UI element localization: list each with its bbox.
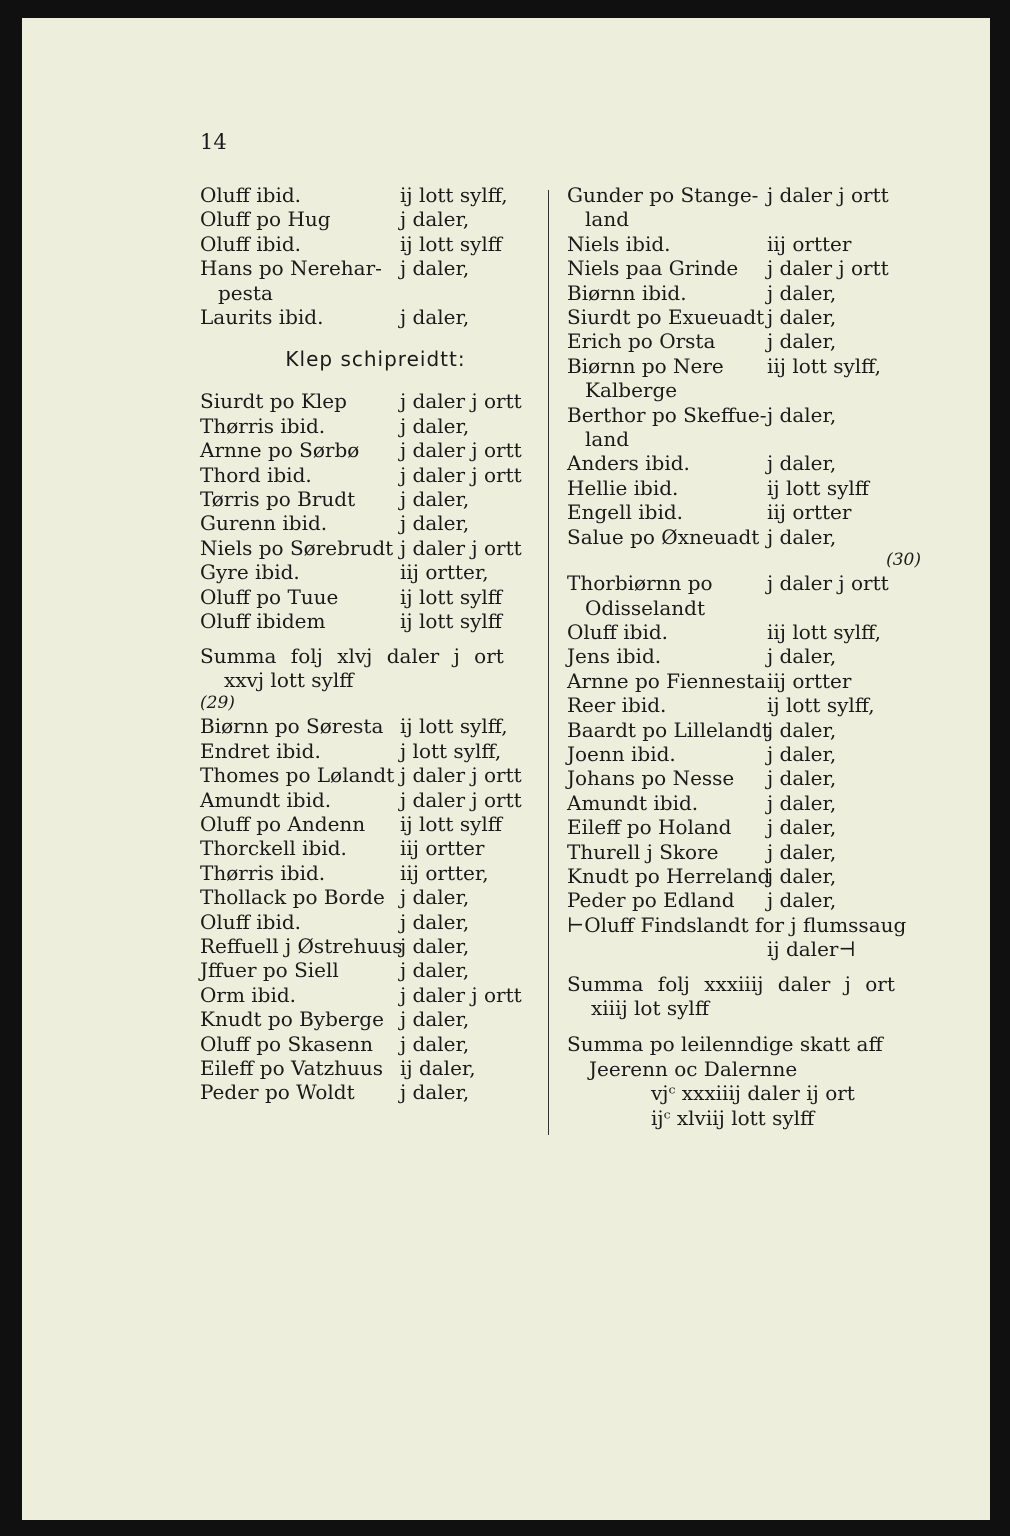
entry-name: Oluff ibid. [567,619,668,644]
entry-amount: ij lott sylff, [767,693,875,718]
ledger-entry [200,305,545,329]
entry-amount: ij lott sylff, [400,714,508,739]
ledger-entry [567,183,927,207]
entry-name: Niels ibid. [567,231,671,256]
entry-amount: j daler j ortt [400,763,522,788]
ledger-entry [200,609,545,633]
entry-amount: iij ortter [400,836,485,861]
entry-amount: ij lott sylff [400,811,502,836]
left-summa [200,644,545,693]
right-summa [567,972,927,1021]
ledger-entry [200,934,545,958]
entry-name: Thorbiørnn po [567,571,713,596]
entry-amount: j daler j ortt [400,389,522,414]
entry-name-continuation: pesta [218,280,273,305]
ledger-entry [200,714,545,738]
entry-name: Berthor po Skeffue- [567,402,767,427]
ledger-entry [200,585,545,609]
ledger-entry [567,329,927,353]
entry-amount: j lott sylff, [400,738,502,763]
entry-amount: j daler, [400,305,470,330]
ledger-entry [200,958,545,982]
ledger-entry [567,644,927,668]
entry-name: Thørris ibid. [200,413,326,438]
ledger-entry [200,1007,545,1031]
entry-amount: j daler, [767,524,837,549]
ledger-entry [567,791,927,815]
entry-name: Jens ibid. [567,644,662,669]
entry-amount: j daler, [400,885,470,910]
right-summa-line1: Summa folj xxxiiij daler j ort [567,971,895,996]
ledger-entry [200,788,545,812]
entry-amount: j daler, [400,1007,470,1032]
entry-amount: j daler, [400,958,470,983]
entry-name: Laurits ibid. [200,305,324,330]
right-column [567,183,927,1130]
grand-total-line2: Jeerenn oc Dalernne [589,1056,798,1081]
entry-amount: ij lott sylff, [400,183,508,207]
right-top-list [567,183,927,549]
entry-amount: j daler j ortt [767,571,889,596]
ledger-entry [567,476,927,500]
ledger-entry [200,861,545,885]
ledger-entry [200,536,545,560]
entry-amount: j daler, [767,451,837,476]
entry-name: Oluff po Andenn [200,811,366,836]
entry-name: Knudt po Byberge [200,1007,384,1032]
ledger-entry [200,438,545,462]
entry-amount: j daler, [400,256,470,281]
ledger-entry [567,281,927,305]
entry-amount: j daler, [400,413,470,438]
entry-amount: ij lott sylff [400,584,502,609]
entry-name: Peder po Edland [567,888,735,913]
ledger-entry [567,620,927,644]
entry-name: Oluff po Tuue [200,584,339,609]
entry-amount: j daler j ortt [400,438,522,463]
entry-name: Knudt po Herreland [567,863,771,888]
ledger-entry [200,885,545,909]
entry-amount: j daler, [400,933,470,958]
ledger-entry [200,463,545,487]
entry-amount: j daler, [400,207,470,232]
entry-name: Johans po Nesse [567,766,735,791]
ledger-entry [200,910,545,934]
entry-amount: iij ortter [767,231,852,256]
entry-amount: iij ortter [767,668,852,693]
entry-amount: j daler, [767,741,837,766]
right-summa-line2: xiiij lot sylff [591,996,710,1020]
ledger-entry [567,815,927,839]
entry-name: Biørnn po Søresta [200,714,384,739]
entry-name: Orm ibid. [200,982,297,1007]
entry-amount: j daler, [767,280,837,305]
entry-amount: j daler, [767,766,837,791]
document-page [22,18,990,1520]
entry-name: Engell ibid. [567,500,684,525]
ledger-entry [567,525,927,549]
entry-amount: j daler, [400,909,470,934]
entry-amount: j daler j ortt [400,982,522,1007]
ledger-entry [567,742,927,766]
entry-name: Joenn ibid. [567,741,676,766]
entry-name: Niels paa Grinde [567,256,739,281]
grand-total-line1: Summa po leilenndige skatt aff [567,1032,883,1057]
entry-amount: j daler j ortt [767,183,889,207]
ledger-entry [567,718,927,742]
ledger-entry [567,840,927,864]
entry-name: Jffuer po Siell [200,958,339,983]
entry-name: Salue po Øxneuadt [567,524,760,549]
entry-name: Niels po Sørebrudt [200,535,394,560]
ledger-entry [200,983,545,1007]
entry-amount: j daler, [767,717,837,742]
entry-name-continuation: Odisselandt [585,595,705,620]
entry-name: Eileff po Holand [567,815,732,840]
ledger-entry [200,1080,545,1104]
ledger-entry [567,669,927,693]
ledger-entry [200,763,545,787]
section-heading: Klep schipreidtt: [285,347,466,372]
entry-amount: j daler, [767,815,837,840]
entry-name: Gunder po Stange- [567,183,759,207]
ledger-entry [200,812,545,836]
entry-name: Thomes po Lølandt [200,763,395,788]
entry-name: Oluff po Hug [200,207,331,232]
entry-name: Thorckell ibid. [200,836,347,861]
left-bottom-list [200,714,545,1105]
grand-total-line4: ijᶜ xlviij lott sylff [651,1105,815,1130]
ledger-entry [200,1056,545,1080]
page-number: 14 [200,130,227,154]
entry-amount: ij lott sylff [767,475,869,500]
bracket-entry [567,913,927,962]
entry-amount: iij lott sylff, [767,619,882,644]
entry-name: Siurdt po Exueuadt [567,305,765,330]
entry-name: Oluff ibid. [200,183,301,207]
entry-name: Reffuell j Østrehuus [200,933,403,958]
ledger-entry [200,232,545,256]
entry-amount: j daler, [400,1080,470,1105]
ledger-entry [200,739,545,763]
entry-amount: j daler, [400,487,470,512]
entry-amount: j daler, [767,305,837,330]
entry-name: Hellie ibid. [567,475,679,500]
entry-name: Oluff ibid. [200,909,301,934]
grand-total-line3: vjᶜ xxxiiij daler ij ort [651,1081,855,1106]
ledger-entry [200,836,545,860]
left-summa-line2: xxvj lott sylff [224,667,354,692]
entry-name: Hans po Nerehar- [200,256,382,281]
entry-amount: ij daler, [400,1056,476,1080]
ledger-entry [567,305,927,329]
entry-name: Thollack po Borde [200,885,385,910]
entry-name: Gyre ibid. [200,560,300,585]
ledger-entry [200,560,545,584]
entry-name: Thurell j Skore [567,839,719,864]
left-top-list [200,183,545,329]
entry-name: Arnne po Sørbø [200,438,360,463]
entry-name: Reer ibid. [567,693,667,718]
entry-name: Biørnn po Nere [567,353,724,378]
entry-name-continuation: land [585,207,630,232]
entry-amount: iij ortter, [400,860,489,885]
entry-amount: j daler, [767,888,837,913]
entry-amount: ij lott sylff [400,609,502,634]
ledger-entry [567,888,927,912]
entry-name: Oluff ibidem [200,609,326,634]
ledger-entry [200,207,545,231]
entry-amount: j daler j ortt [400,462,522,487]
entry-amount: j daler, [767,839,837,864]
entry-name: Peder po Woldt [200,1080,355,1105]
entry-name: Arnne po Fiennesta [567,668,767,693]
entry-amount: j daler, [767,644,837,669]
entry-amount: j daler j ortt [400,535,522,560]
ledger-entry [567,693,927,717]
bracket-line2: ij daler⊣ [767,937,856,962]
ledger-entry [200,487,545,511]
left-page-note: (29) [200,693,235,714]
ledger-entry [200,183,545,207]
entry-amount: j daler, [767,402,837,427]
entry-name: Erich po Orsta [567,329,716,354]
ledger-entry [567,354,927,378]
entry-name-continuation: land [585,427,630,452]
klep-list [200,389,545,633]
ledger-entry [567,451,927,475]
ledger-entry [200,511,545,535]
grand-total [567,1032,927,1130]
entry-amount: j daler j ortt [767,256,889,281]
right-bottom-list [567,571,927,913]
right-page-note: (30) [886,550,921,571]
entry-name-continuation: Kalberge [585,378,678,403]
ledger-entry [567,766,927,790]
entry-name: Tørris po Brudt [200,487,356,512]
ledger-entry [567,864,927,888]
bracket-line1: ⊢Oluff Findslandt for j flumssaug [567,912,907,937]
entry-amount: j daler j ortt [400,787,522,812]
left-column [200,183,545,1105]
entry-name: Eileff po Vatzhuus [200,1056,384,1080]
ledger-entry [567,403,927,427]
ledger-entry [567,571,927,595]
column-divider [548,190,549,1135]
entry-amount: j daler, [400,1031,470,1056]
entry-name: Biørnn ibid. [567,280,687,305]
ledger-entry [200,1032,545,1056]
ledger-entry [200,389,545,413]
entry-name: Amundt ibid. [567,790,699,815]
left-summa-line1: Summa folj xlvj daler j ort [200,643,504,668]
entry-name: Siurdt po Klep [200,389,347,414]
entry-amount: j daler, [767,790,837,815]
entry-name: Endret ibid. [200,738,321,763]
ledger-entry [567,500,927,524]
entry-amount: ij lott sylff [400,231,502,256]
ledger-entry [567,232,927,256]
ledger-entry [567,256,927,280]
entry-name: Gurenn ibid. [200,511,328,536]
ledger-entry [200,256,545,280]
entry-name: Oluff ibid. [200,231,301,256]
entry-name: Baardt po Lillelandt [567,717,770,742]
entry-amount: j daler, [767,329,837,354]
entry-amount: iij ortter [767,500,852,525]
ledger-entry [200,414,545,438]
entry-name: Oluff po Skasenn [200,1031,374,1056]
entry-amount: j daler, [400,511,470,536]
entry-name: Thørris ibid. [200,860,326,885]
entry-name: Thord ibid. [200,462,312,487]
entry-amount: iij lott sylff, [767,353,882,378]
entry-amount: j daler, [767,863,837,888]
entry-name: Anders ibid. [567,451,690,476]
entry-amount: iij ortter, [400,560,489,585]
entry-name: Amundt ibid. [200,787,332,812]
